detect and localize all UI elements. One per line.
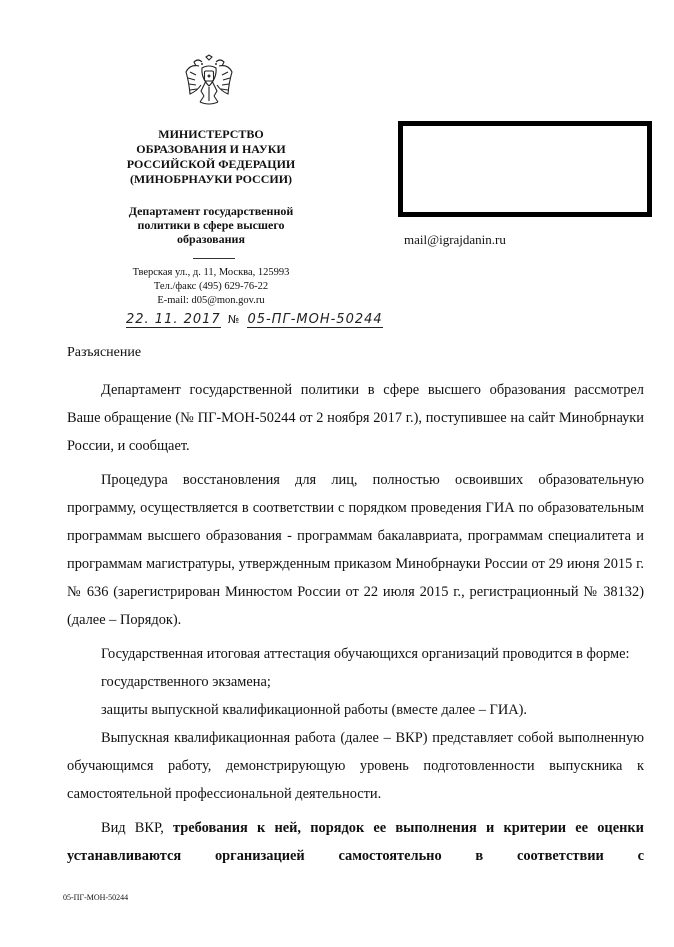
handwritten-date: 22. 11. 2017 bbox=[126, 312, 221, 327]
ministry-line: МИНИСТЕРСТВО bbox=[158, 127, 264, 141]
ministry-name-block bbox=[100, 127, 322, 187]
footer-doc-number: 05-ПГ-МОН-50244 bbox=[63, 893, 129, 902]
reference-number-line bbox=[126, 312, 383, 327]
paragraph bbox=[67, 814, 644, 870]
redacted-recipient-box bbox=[398, 121, 652, 217]
list-item: защиты выпускной квалификационной работы (вместе далее – ГИА). bbox=[101, 702, 528, 718]
paragraph: Выпускная квалификационная работа (далее – ВКР) представляет собой выполненную обучающимся работу, демонстрирующую уровень подготовленности выпускника к самостоятельной профессиональной деятельности. bbox=[67, 730, 644, 802]
ministry-line: РОССИЙСКОЙ ФЕДЕРАЦИИ bbox=[126, 157, 296, 171]
recipient-email: mail@igrajdanin.ru bbox=[404, 232, 506, 247]
header-divider bbox=[193, 258, 235, 259]
department-line: политики в сфере высшего bbox=[137, 218, 285, 232]
contacts-block bbox=[100, 266, 322, 308]
paragraph-bold-text: требования к ней, порядок ее выполнения и критерии ее оценки устанавливаются организацией самостоятельно в соответствии с bbox=[67, 820, 644, 864]
list-item: государственного экзамена; bbox=[101, 674, 271, 690]
paragraph-regular-text: Вид ВКР, bbox=[101, 820, 173, 836]
email-line: E-mail: d05@mon.gov.ru bbox=[157, 295, 265, 306]
department-line: образования bbox=[177, 232, 245, 246]
handwritten-number: 05-ПГ-МОН-50244 bbox=[247, 312, 383, 327]
phone-line: Тел./факс (495) 629-76-22 bbox=[153, 281, 269, 292]
number-sign: № bbox=[227, 313, 241, 326]
coat-of-arms-icon bbox=[182, 54, 236, 110]
letter-body bbox=[67, 376, 644, 870]
ministry-line: ОБРАЗОВАНИЯ И НАУКИ bbox=[136, 142, 286, 156]
department-name-block bbox=[100, 204, 322, 246]
paragraph: Государственная итоговая аттестация обучающихся организаций проводится в форме: bbox=[101, 646, 630, 662]
address-line: Тверская ул., д. 11, Москва, 125993 bbox=[132, 267, 290, 278]
letter-subject: Разъяснение bbox=[67, 345, 142, 360]
ministry-line: (МИНОБРНАУКИ РОССИИ) bbox=[129, 172, 293, 186]
paragraph: Департамент государственной политики в сфере высшего образования рассмотрел Ваше обращение (№ ПГ-МОН-50244 от 2 ноября 2017 г.), поступившее на сайт Минобрнауки России, и сообщает. bbox=[67, 382, 644, 454]
paragraph: Процедура восстановления для лиц, полностью освоивших образовательную программу, осуществляется в соответствии с порядком проведения ГИА по образовательным программам высшего образования - программам бакалавриата, программам специалитета и программам магистратуры, утвержденным приказом Минобрнауки России от 29 июня 2015 г. № 636 (зарегистрирован Минюстом России от 22 июля 2015 г., регистрационный № 38132) (далее – Порядок). bbox=[67, 472, 644, 628]
department-line: Департамент государственной bbox=[128, 204, 294, 218]
